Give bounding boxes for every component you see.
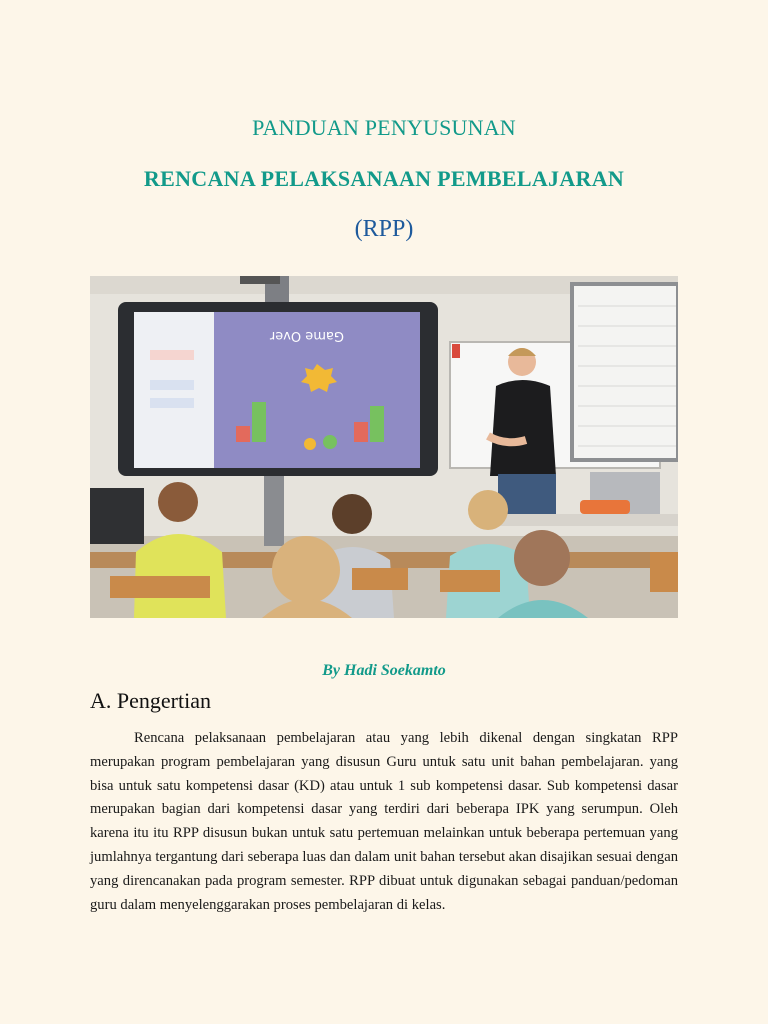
author-byline: By Hadi Soekamto bbox=[322, 662, 446, 679]
svg-text:Game Over: Game Over bbox=[269, 328, 344, 343]
classroom-photo bbox=[90, 276, 678, 618]
document-title-line-1: PANDUAN PENYUSUNAN bbox=[252, 115, 516, 140]
document-title-line-3: (RPP) bbox=[354, 216, 414, 242]
section-heading: A. Pengertian bbox=[90, 688, 211, 713]
screen-game-over-text bbox=[269, 328, 344, 343]
document-title-line-2: RENCANA PELAKSANAAN PEMBELAJARAN bbox=[143, 166, 625, 191]
section-paragraph: Rencana pelaksanaan pembelajaran atau yang lebih dikenal dengan singkatan RPP merupakan program pembelajaran yang disusun Guru untuk satu unit bahan pembelajaran. yang bisa untuk satu kompetensi dasar (KD) atau untuk 1 sub kompetensi dasar. Sub kompetensi dasar merupakan bagian dari kompetensi dasar yang terdiri dari beberapa IPK yang serumpun. Oleh karena itu itu RPP disusun bukan untuk satu pertemuan melainkan untuk beberapa pertemuan yang jumlahnya tergantung dari seberapa luas dan dalam unit bahan tersebut akan disajikan sesuai dengan yang direncanakan pada program semester. RPP dibuat untuk digunakan sebagai panduan/pedoman guru dalam menyelenggarakan proses pembelajaran di kelas. bbox=[90, 730, 678, 913]
